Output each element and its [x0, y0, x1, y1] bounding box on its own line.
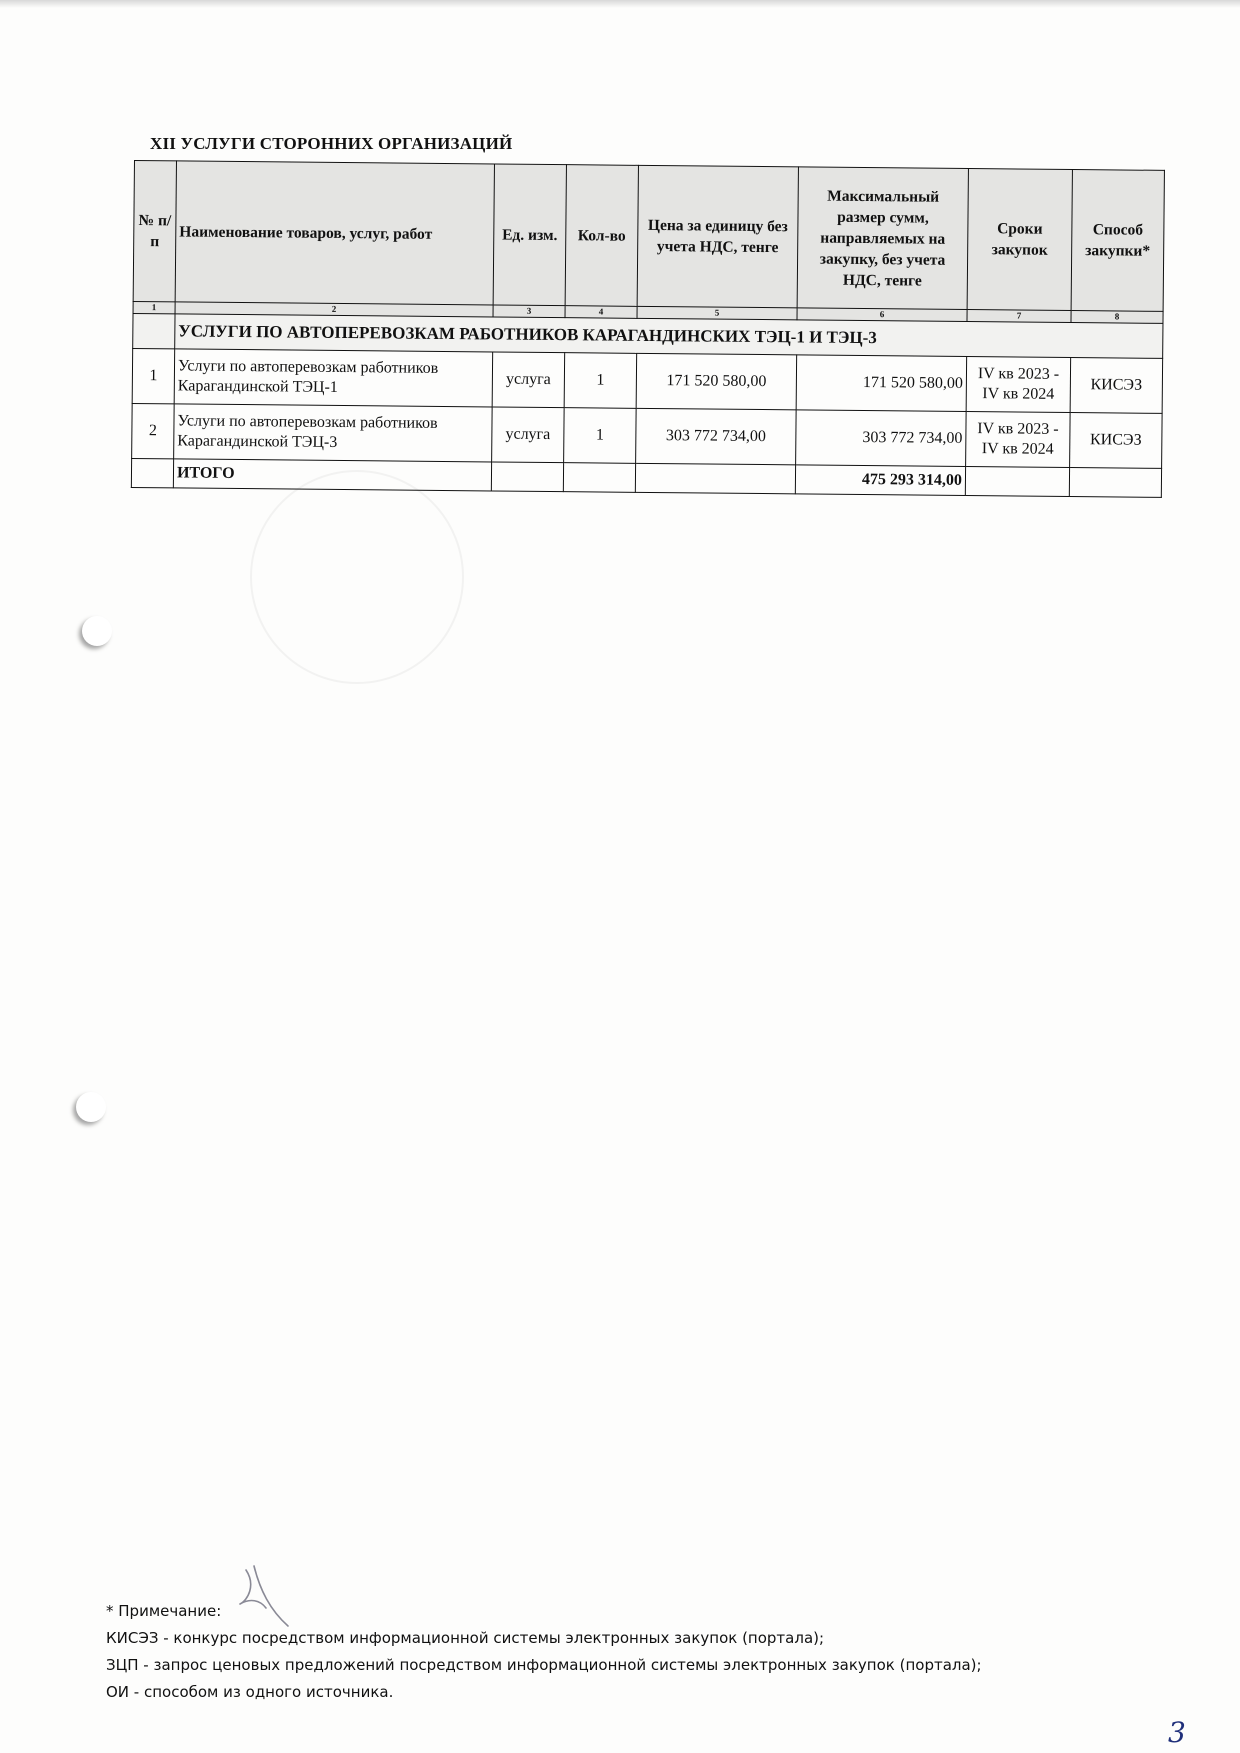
header-price: Цена за единицу без учета НДС, тенге	[637, 165, 798, 308]
row-num: 2	[132, 403, 175, 458]
footnote-line: КИСЭЗ - конкурс посредством информационной системы электронных закупок (портала);	[106, 1629, 825, 1647]
section-title: XII УСЛУГИ СТОРОННИХ ОРГАНИЗАЦИЙ	[150, 134, 513, 153]
column-number: 8	[1071, 311, 1163, 324]
row-qty: 1	[564, 353, 637, 409]
total-empty-cell	[131, 458, 173, 487]
header-unit: Ед. изм.	[493, 164, 566, 306]
total-empty-cell	[635, 463, 795, 494]
header-num: № п/п	[133, 161, 176, 302]
header-period: Сроки закупок	[967, 169, 1072, 311]
column-number: 4	[565, 306, 637, 319]
row-period: IV кв 2023 - IV кв 2024	[966, 411, 1071, 467]
table-header-row	[133, 161, 1164, 312]
row-unit: услуга	[492, 407, 565, 463]
total-empty-cell	[1069, 467, 1161, 497]
header-max-sum: Максимальный размер сумм, направляемых на закупку, без учета НДС, тенге	[797, 167, 968, 310]
footnote-line: ОИ - способом из одного источника.	[106, 1683, 394, 1701]
row-max-sum: 303 772 734,00	[796, 410, 967, 467]
row-num: 1	[132, 348, 175, 403]
column-number: 5	[637, 306, 797, 320]
row-price: 303 772 734,00	[636, 408, 797, 465]
faded-stamp-mark	[250, 470, 464, 684]
punch-hole	[82, 616, 112, 646]
header-method: Способ закупки*	[1071, 170, 1164, 312]
footnotes	[106, 1598, 982, 1706]
row-qty: 1	[564, 408, 637, 464]
table-row	[132, 348, 1162, 413]
header-name: Наименование товаров, услуг, работ	[175, 161, 494, 305]
section-heading: УСЛУГИ ПО АВТОПЕРЕВОЗКАМ РАБОТНИКОВ КАРАГАНДИНСКИХ ТЭЦ-1 И ТЭЦ-3	[175, 314, 1163, 358]
row-name: Услуги по автоперевозкам работников Карагандинской ТЭЦ-1	[174, 349, 493, 407]
column-number: 7	[967, 310, 1071, 323]
footnote-heading: * Примечание:	[106, 1602, 222, 1620]
scan-top-edge	[0, 0, 1240, 8]
row-name: Услуги по автоперевозкам работников Карагандинской ТЭЦ-3	[174, 404, 493, 462]
total-value: 475 293 314,00	[795, 465, 965, 496]
row-unit: услуга	[492, 352, 565, 408]
column-number: 2	[175, 302, 493, 317]
row-max-sum: 171 520 580,00	[796, 355, 967, 412]
total-empty-cell	[965, 466, 1069, 496]
column-number: 1	[133, 301, 175, 313]
procurement-table	[131, 160, 1165, 498]
punch-hole	[76, 1092, 106, 1122]
total-empty-cell	[491, 462, 563, 492]
row-method: КИСЭЗ	[1070, 412, 1163, 468]
procurement-table-sheet	[131, 160, 1164, 498]
total-empty-cell	[563, 463, 635, 493]
header-qty: Кол-во	[565, 165, 638, 307]
page-number: 3	[1168, 1716, 1186, 1749]
column-number: 3	[493, 305, 565, 318]
table-row	[132, 403, 1162, 468]
section-empty-cell	[133, 313, 175, 348]
footnote-line: ЗЦП - запрос ценовых предложений посредством информационной системы электронных закупок (портала);	[106, 1656, 982, 1674]
total-label: ИТОГО	[173, 459, 491, 491]
row-method: КИСЭЗ	[1070, 358, 1163, 414]
row-price: 171 520 580,00	[636, 353, 797, 410]
row-period: IV кв 2023 - IV кв 2024	[966, 357, 1071, 413]
column-number: 6	[797, 308, 967, 322]
